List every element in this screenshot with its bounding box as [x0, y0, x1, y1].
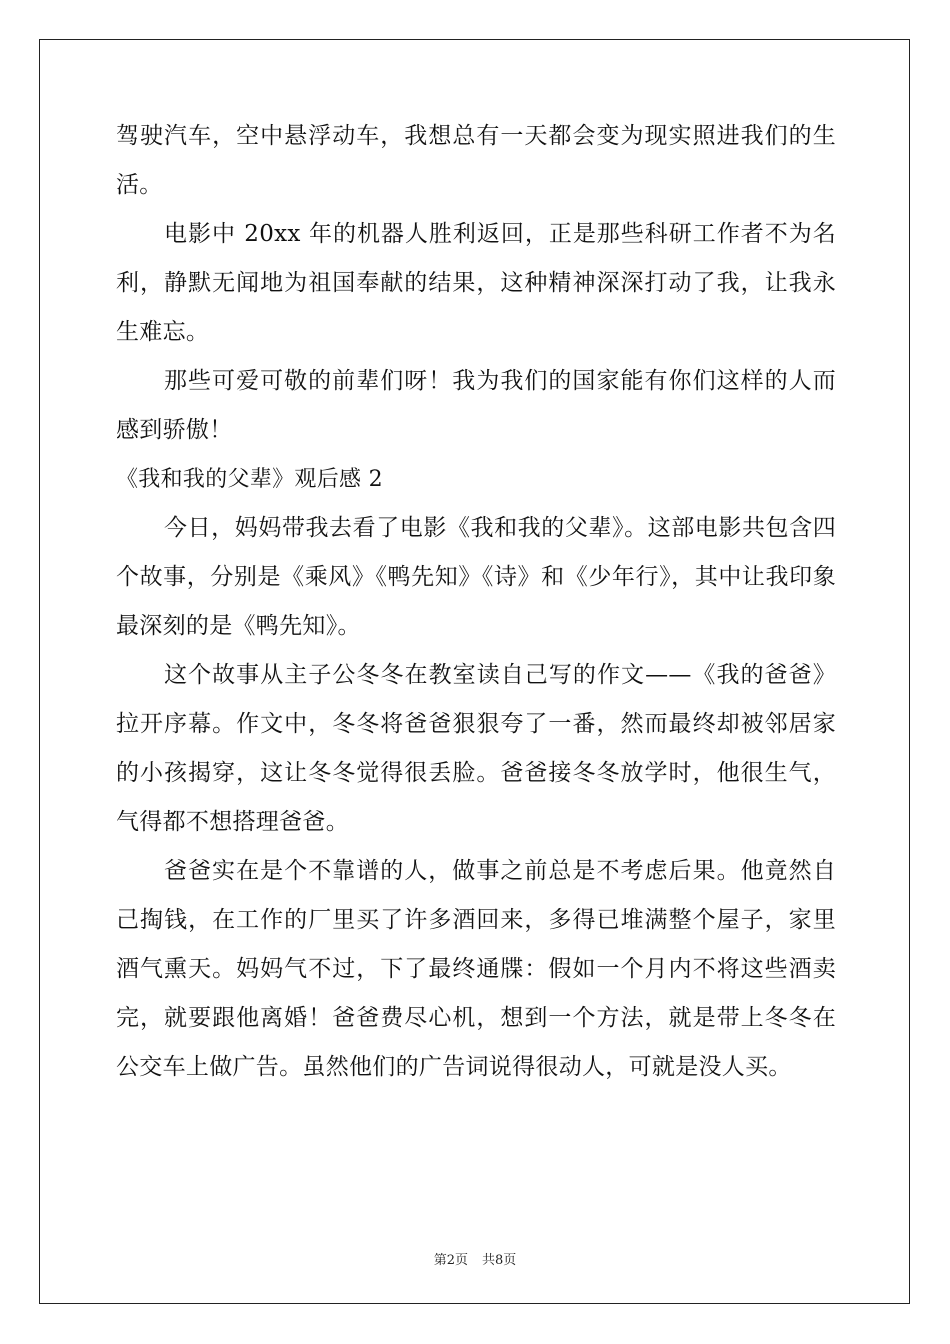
paragraph: 今日，妈妈带我去看了电影《我和我的父辈》。这部电影共包含四个故事，分别是《乘风》《鸭先知》《诗》和《少年行》，其中让我印象最深刻的是《鸭先知》。 [116, 515, 836, 639]
page-total: 共8页 [482, 1253, 517, 1268]
paragraph: 这个故事从主子公冬冬在教室读自己写的作文——《我的爸爸》拉开序幕。作文中，冬冬将爸爸狠狠夸了一番，然而最终却被邻居家的小孩揭穿，这让冬冬觉得很丢脸。爸爸接冬冬放学时，他很生气，气得都不想搭理爸爸。 [116, 662, 836, 835]
paragraph: 电影中 20xx 年的机器人胜利返回，正是那些科研工作者不为名利，静默无闻地为祖国奉献的结果，这种精神深深打动了我，让我永生难忘。 [116, 221, 836, 345]
document-body [116, 112, 836, 1092]
page-footer [0, 1249, 950, 1268]
paragraph: 驾驶汽车，空中悬浮动车，我想总有一天都会变为现实照进我们的生活。 [116, 123, 836, 198]
page-number: 第2页 [433, 1253, 468, 1268]
paragraph: 那些可爱可敬的前辈们呀！我为我们的国家能有你们这样的人而感到骄傲！ [116, 368, 836, 443]
section-heading: 《我和我的父辈》观后感 2 [116, 467, 383, 492]
paragraph: 爸爸实在是个不靠谱的人，做事之前总是不考虑后果。他竟然自己掏钱，在工作的厂里买了许多酒回来，多得已堆满整个屋子，家里酒气熏天。妈妈气不过，下了最终通牒：假如一个月内不将这些酒卖完，就要跟他离婚！爸爸费尽心机，想到一个方法，就是带上冬冬在公交车上做广告。虽然他们的广告词说得很动人，可就是没人买。 [116, 858, 836, 1080]
